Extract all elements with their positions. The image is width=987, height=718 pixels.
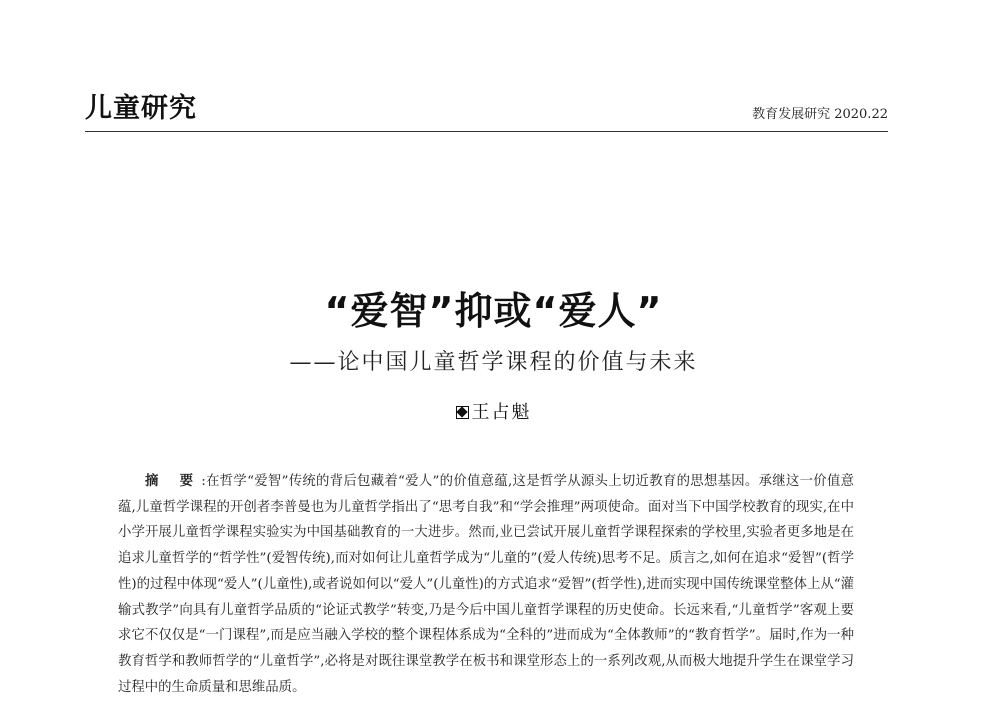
abstract xyxy=(118,469,854,700)
header-divider xyxy=(85,131,888,132)
abstract-colon: : xyxy=(201,474,206,489)
abstract-label: 摘 要 xyxy=(145,474,202,489)
article-subtitle: ——论中国儿童哲学课程的价值与未来 xyxy=(289,350,698,375)
diamond-icon xyxy=(456,406,469,419)
page-header xyxy=(85,86,888,132)
abstract-text: 在哲学“爱智”传统的背后包藏着“爱人”的价值意蕴,这是哲学从源头上切近教育的思想基因。承继这一价值意蕴,儿童哲学课程的开创者李普曼也为儿童哲学指出了“思考自我”和“学会推理”两项使命。面对当下中国学校教育的现实,在中小学开展儿童哲学课程实验实为中国基础教育的一大进步。然而,业已尝试开展儿童哲学课程探索的学校里,实验者更多地是在追求儿童哲学的“哲学性”(爱智传统),而对如何让儿童哲学成为“儿童的”(爱人传统)思考不足。质言之,如何在追求“爱智”(哲学性)的过程中体现“爱人”(儿童性),或者说如何以“爱人”(儿童性)的方式追求“爱智”(哲学性),进而实现中国传统课堂整体上从“灌输式教学”向具有儿童哲学品质的“论证式教学”转变,乃是今后中国儿童哲学课程的历史使命。长远来看,“儿童哲学”客观上要求它不仅仅是“一门课程”,而是应当融入学校的整个课程体系成为“全科的”进而成为“全体教师”的“教育哲学”。届时,作为一种教育哲学和教师哲学的“儿童哲学”,必将是对既往课堂教学在板书和课堂形态上的一系列改观,从而极大地提升学生在课堂学习过程中的生命质量和思维品质。 xyxy=(118,474,855,695)
column-title: 儿童研究 xyxy=(85,93,197,124)
author-name: 王占魁 xyxy=(471,402,532,423)
author-line xyxy=(0,398,987,424)
journal-info: 教育发展研究 2020.22 xyxy=(752,107,888,122)
article-title: “爱智”抑或“爱人” xyxy=(324,289,663,333)
